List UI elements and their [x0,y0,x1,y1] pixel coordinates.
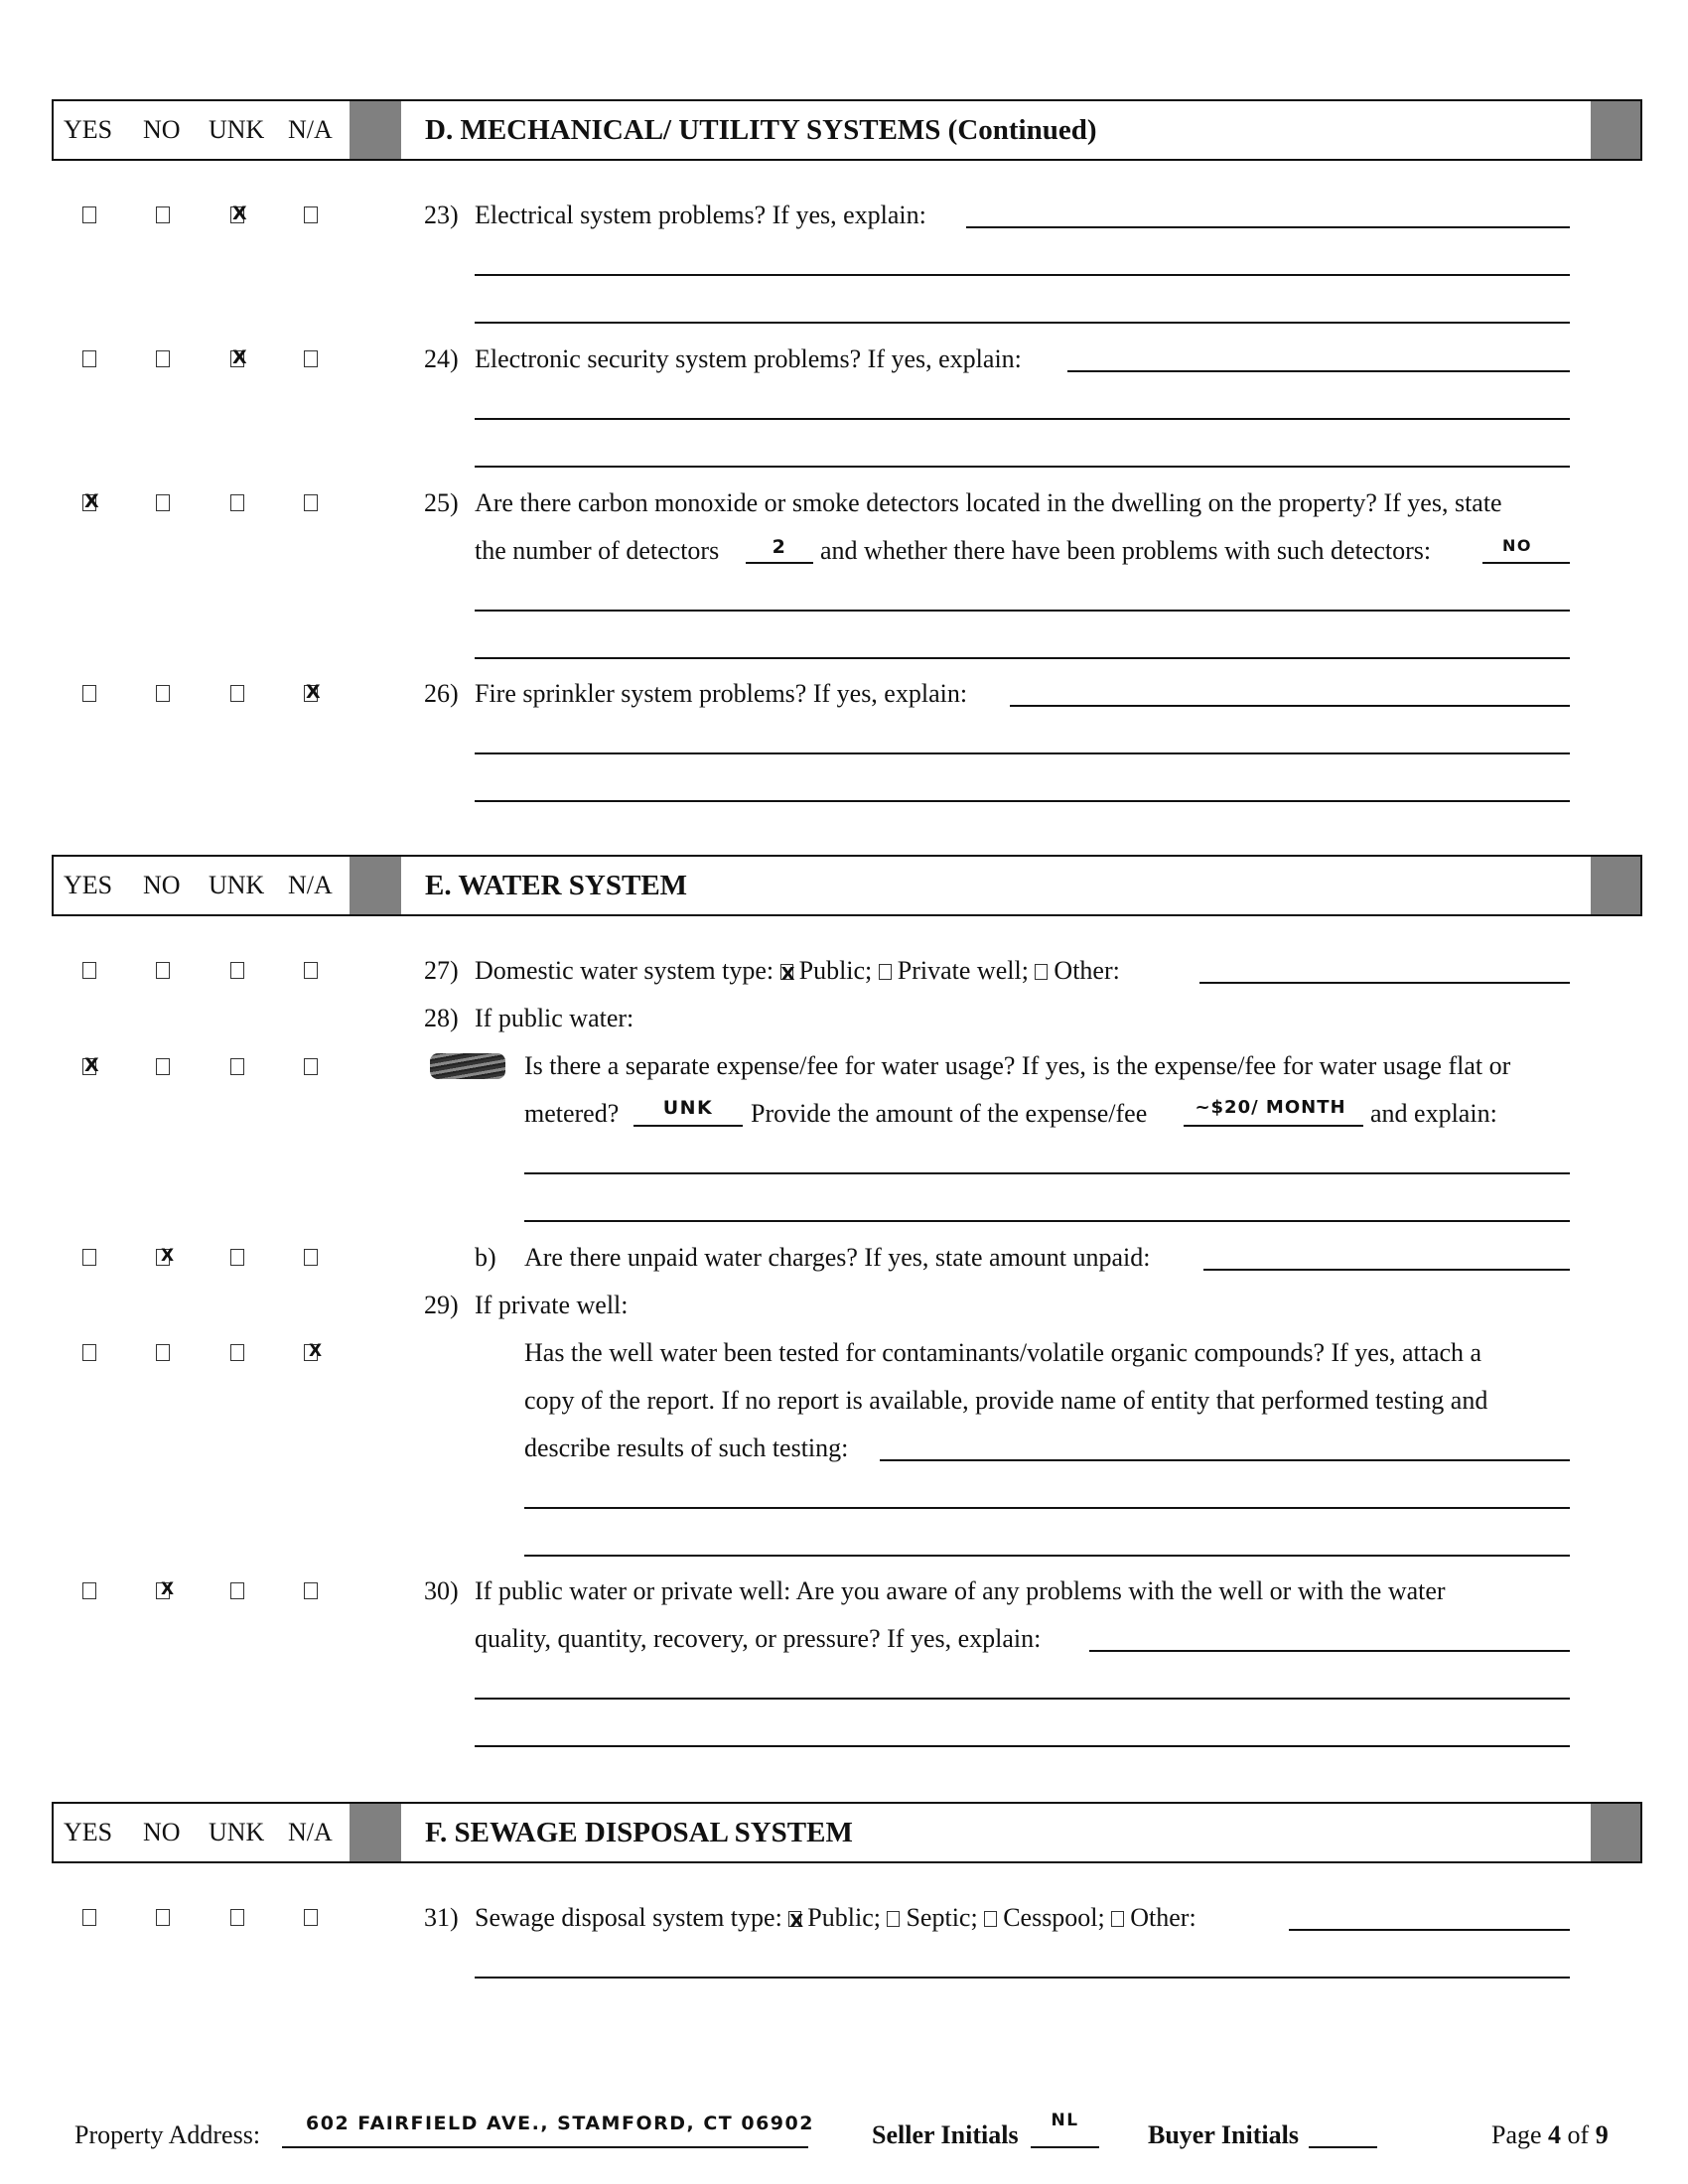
q29-na-checkbox[interactable] [304,1344,318,1361]
q31-prefix: Sewage disposal system type: [475,1903,782,1932]
section-d-header [52,99,1642,161]
q28a-na-checkbox[interactable] [304,1058,318,1075]
q25-problems-field[interactable] [1482,562,1570,564]
q23-text: Electrical system problems? If yes, explain: [475,201,926,229]
q30-explain-line[interactable] [475,1698,1570,1700]
header-shade [1591,857,1640,914]
footer-address-value: 602 FAIRFIELD AVE., STAMFORD, CT 06902 [306,2113,814,2134]
q27-prefix: Domestic water system type: [475,956,774,985]
q25-count-value: 2 [772,536,787,558]
q28a-unk-checkbox[interactable] [230,1058,244,1075]
q23-explain-line[interactable] [966,226,1570,228]
q31-na-checkbox[interactable] [304,1909,318,1926]
section-e-header [52,855,1642,916]
q27-line [475,956,1120,986]
q24-na-checkbox[interactable] [304,350,318,367]
header-shade [350,1804,401,1861]
q28a-text-line2b: Provide the amount of the expense/fee [751,1099,1148,1128]
q30-line1: If public water or private well: Are you aware of any problems with the well or with the water [475,1576,1446,1605]
header-shade [1591,1804,1640,1861]
q31-septic-label: Septic; [906,1903,978,1932]
section-f-header [52,1802,1642,1863]
q30-unk-checkbox[interactable] [230,1582,244,1599]
q24-no-checkbox[interactable] [156,350,170,367]
footer-seller-value: NL [1051,2111,1079,2130]
q25-text-line1: Are there carbon monoxide or smoke detectors located in the dwelling on the property? If yes, state [475,488,1502,517]
q27-other-label: Other: [1054,956,1120,985]
q30-no-checkbox[interactable] [156,1582,170,1599]
q24-explain-line[interactable] [475,466,1570,468]
q28b-unk-checkbox[interactable] [230,1249,244,1266]
col-no: NO [143,115,181,144]
col-yes: YES [64,871,113,899]
q25-text-line2a: the number of detectors [475,536,720,565]
col-unk: UNK [209,115,265,144]
q25-count-field[interactable] [746,562,813,564]
q27-private-checkbox[interactable] [879,964,892,980]
q30-yes-checkbox[interactable] [82,1582,96,1599]
q31-other-checkbox[interactable] [1111,1911,1124,1927]
header-shade [1591,101,1640,159]
q25-yes-checkbox[interactable] [82,494,96,511]
q28b-yes-checkbox[interactable] [82,1249,96,1266]
q26-explain-line[interactable] [475,800,1570,802]
q31-unk-checkbox[interactable] [230,1909,244,1926]
q31-public-label: Public; [807,1903,881,1932]
q26-text: Fire sprinkler system problems? If yes, explain: [475,679,968,708]
q31-septic-checkbox[interactable] [887,1911,900,1927]
q28b-no-checkbox[interactable] [156,1249,170,1266]
q24-text: Electronic security system problems? If yes, explain: [475,344,1022,373]
q28a-amount-field[interactable] [1184,1125,1363,1127]
q26-explain-line[interactable] [1010,705,1570,707]
q28a-amount-value: ~$20/ MONTH [1195,1097,1346,1118]
q25-problems-value: NO [1502,536,1532,555]
q25-text-line2b: and whether there have been problems with such detectors: [820,536,1432,565]
q31-yes-checkbox[interactable] [82,1909,96,1926]
q31-public-checkbox[interactable] [788,1911,801,1927]
q23-na-checkbox[interactable] [304,206,318,223]
q28a-text-line2c: and explain: [1370,1099,1497,1128]
q31-number: 31) [424,1903,459,1932]
q28b-na-checkbox[interactable] [304,1249,318,1266]
q29-number: 29) [424,1291,459,1319]
q28a-yes-checkbox[interactable] [82,1058,96,1075]
q25-number: 25) [424,488,459,517]
q26-no-checkbox[interactable] [156,685,170,702]
footer-seller-field[interactable] [1031,2146,1099,2148]
footer-seller-label: Seller Initials [872,2120,1019,2149]
q30-number: 30) [424,1576,459,1605]
q28a-explain-line[interactable] [524,1220,1570,1222]
q28a-no-checkbox[interactable] [156,1058,170,1075]
q23-unk-checkbox[interactable] [230,206,244,223]
q27-public-label: Public; [798,956,873,985]
q28-text: If public water: [475,1004,634,1032]
q30-explain-line[interactable] [475,1745,1570,1747]
q28a-text-line1: Is there a separate expense/fee for water usage? If yes, is the expense/fee for water usage flat or [524,1051,1511,1080]
section-title: D. MECHANICAL/ UTILITY SYSTEMS (Continued) [425,114,1097,146]
q29-explain-line[interactable] [880,1459,1570,1461]
col-na: N/A [288,115,333,144]
q23-explain-line[interactable] [475,322,1570,324]
q26-number: 26) [424,679,459,708]
footer-address-label: Property Address: [74,2120,261,2149]
header-shade [350,101,401,159]
q27-other-field[interactable] [1199,982,1570,984]
q27-na-checkbox[interactable] [304,962,318,979]
q24-explain-line[interactable] [475,418,1570,420]
q29-line1: Has the well water been tested for contaminants/volatile organic compounds? If yes, attach a [524,1338,1482,1367]
q25-explain-line[interactable] [475,610,1570,612]
col-na: N/A [288,871,333,899]
col-yes: YES [64,1818,113,1846]
q28a-text-line2a: metered? [524,1099,620,1128]
section-title: E. WATER SYSTEM [425,870,688,901]
q28b-label: b) [475,1243,496,1272]
q30-explain-line[interactable] [1089,1650,1570,1652]
footer-buyer-field[interactable] [1309,2146,1377,2148]
q26-na-checkbox[interactable] [304,685,318,702]
q25-unk-checkbox[interactable] [230,494,244,511]
q31-cesspool-label: Cesspool; [1003,1903,1105,1932]
col-unk: UNK [209,871,265,899]
q31-no-checkbox[interactable] [156,1909,170,1926]
q24-unk-checkbox[interactable] [230,350,244,367]
q31-other-field[interactable] [1289,1929,1570,1931]
q29-explain-line[interactable] [524,1507,1570,1509]
q24-explain-line[interactable] [1067,370,1570,372]
redaction-scribble [430,1053,505,1079]
q28a-explain-line[interactable] [524,1172,1570,1174]
q23-explain-line[interactable] [475,274,1570,276]
q27-other-checkbox[interactable] [1035,964,1048,980]
col-unk: UNK [209,1818,265,1846]
q29-unk-checkbox[interactable] [230,1344,244,1361]
q24-number: 24) [424,344,459,373]
q29-line2: copy of the report. If no report is available, provide name of entity that performed testing and [524,1386,1488,1415]
footer-buyer-label: Buyer Initials [1148,2120,1299,2149]
header-shade [350,857,401,914]
q29-no-checkbox[interactable] [156,1344,170,1361]
q29-text: If private well: [475,1291,629,1319]
q23-no-checkbox[interactable] [156,206,170,223]
q30-na-checkbox[interactable] [304,1582,318,1599]
q31-other-label: Other: [1130,1903,1196,1932]
q26-yes-checkbox[interactable] [82,685,96,702]
q30-line2: quality, quantity, recovery, or pressure? If yes, explain: [475,1624,1042,1653]
q23-yes-checkbox[interactable] [82,206,96,223]
q28a-metered-value: UNK [662,1097,714,1119]
q23-number: 23) [424,201,459,229]
col-na: N/A [288,1818,333,1846]
q25-explain-line[interactable] [475,657,1570,659]
q26-unk-checkbox[interactable] [230,685,244,702]
q25-na-checkbox[interactable] [304,494,318,511]
q31-cesspool-checkbox[interactable] [984,1911,997,1927]
q27-number: 27) [424,956,459,985]
q28a-metered-field[interactable] [633,1125,743,1127]
footer-address-field[interactable] [282,2146,808,2148]
col-no: NO [143,871,181,899]
q24-yes-checkbox[interactable] [82,350,96,367]
q26-explain-line[interactable] [475,752,1570,754]
section-title: F. SEWAGE DISPOSAL SYSTEM [425,1817,853,1848]
col-yes: YES [64,115,113,144]
q27-no-checkbox[interactable] [156,962,170,979]
q29-yes-checkbox[interactable] [82,1344,96,1361]
q29-line3: describe results of such testing: [524,1433,849,1462]
q29-explain-line[interactable] [524,1555,1570,1557]
q27-yes-checkbox[interactable] [82,962,96,979]
q27-unk-checkbox[interactable] [230,962,244,979]
footer-page-number: Page 4 of 9 [1491,2120,1609,2149]
q28b-text: Are there unpaid water charges? If yes, state amount unpaid: [524,1243,1151,1272]
q25-no-checkbox[interactable] [156,494,170,511]
q28b-amount-field[interactable] [1203,1269,1570,1271]
col-no: NO [143,1818,181,1846]
q31-line [475,1903,1196,1933]
q31-explain-line[interactable] [475,1977,1570,1979]
q28-number: 28) [424,1004,459,1032]
q27-public-checkbox[interactable] [780,964,793,980]
q27-private-label: Private well; [897,956,1029,985]
